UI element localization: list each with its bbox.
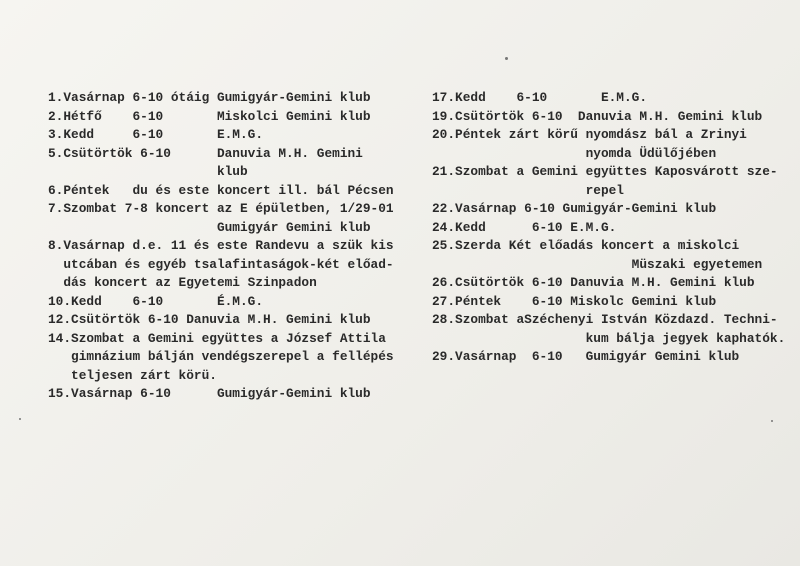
schedule-line: 14.Szombat a Gemini együttes a József Attila	[48, 330, 386, 346]
schedule-line: 29.Vasárnap 6-10 Gumigyár Gemini klub	[432, 349, 740, 364]
schedule-line: 5.Csütörtök 6-10 Danuvia M.H. Gemini	[48, 145, 363, 161]
schedule-line: 19.Csütörtök 6-10 Danuvia M.H. Gemini klub	[432, 108, 763, 124]
left-column	[48, 89, 394, 404]
schedule-line: 28.Szombat aSzéchenyi István Közdazd. Techni-	[432, 312, 778, 327]
schedule-line: dás koncert az Egyetemi Szinpadon	[48, 275, 317, 290]
schedule-line: 6.Péntek du és este koncert ill. bál Pécsen	[48, 182, 394, 198]
schedule-line: 26.Csütörtök 6-10 Danuvia M.H. Gemini klub	[432, 275, 755, 290]
schedule-line: 25.Szerda Két előadás koncert a miskolci	[432, 238, 740, 253]
schedule-line: Gumigyár Gemini klub	[48, 219, 371, 235]
schedule-line: Müszaki egyetemen	[432, 256, 763, 272]
schedule-line: 12.Csütörtök 6-10 Danuvia M.H. Gemini klub	[48, 312, 371, 327]
schedule-line: klub	[48, 164, 248, 179]
schedule-line: 27.Péntek 6-10 Miskolc Gemini klub	[432, 293, 717, 309]
schedule-line: 17.Kedd 6-10 E.M.G.	[432, 90, 648, 105]
schedule-line: kum bálja jegyek kaphatók.	[432, 330, 786, 346]
schedule-line: 22.Vasárnap 6-10 Gumigyár-Gemini klub	[432, 201, 717, 216]
paper-speck	[771, 420, 773, 422]
schedule-line: 2.Hétfő 6-10 Miskolci Gemini klub	[48, 108, 371, 124]
schedule-line: teljesen zárt körü.	[48, 367, 217, 383]
schedule-line: nyomda Üdülőjében	[432, 145, 717, 161]
schedule-line: 8.Vasárnap d.e. 11 és este Randevu a szük kis	[48, 238, 394, 253]
schedule-line: gimnázium bálján vendégszerepel a fellépés	[48, 349, 394, 364]
schedule-line: 15.Vasárnap 6-10 Gumigyár-Gemini klub	[48, 386, 371, 401]
schedule-line: 24.Kedd 6-10 E.M.G.	[432, 219, 617, 235]
schedule-line: 7.Szombat 7-8 koncert az E épületben, 1/29-01	[48, 201, 394, 216]
schedule-line: 10.Kedd 6-10 É.M.G.	[48, 293, 264, 309]
paper-speck	[19, 418, 21, 420]
right-column	[432, 89, 785, 367]
paper-speck	[505, 57, 508, 60]
schedule-line: 21.Szombat a Gemini együttes Kaposvárott sze-	[432, 164, 778, 179]
schedule-line: 3.Kedd 6-10 E.M.G.	[48, 127, 264, 142]
schedule-line: repel	[432, 182, 624, 198]
schedule-line: 20.Péntek zárt körű nyomdász bál a Zrinyi	[432, 127, 747, 142]
schedule-line: utcában és egyéb tsalafintaságok-két előad-	[48, 256, 394, 272]
schedule-line: 1.Vasárnap 6-10 ótáig Gumigyár-Gemini klub	[48, 90, 371, 105]
